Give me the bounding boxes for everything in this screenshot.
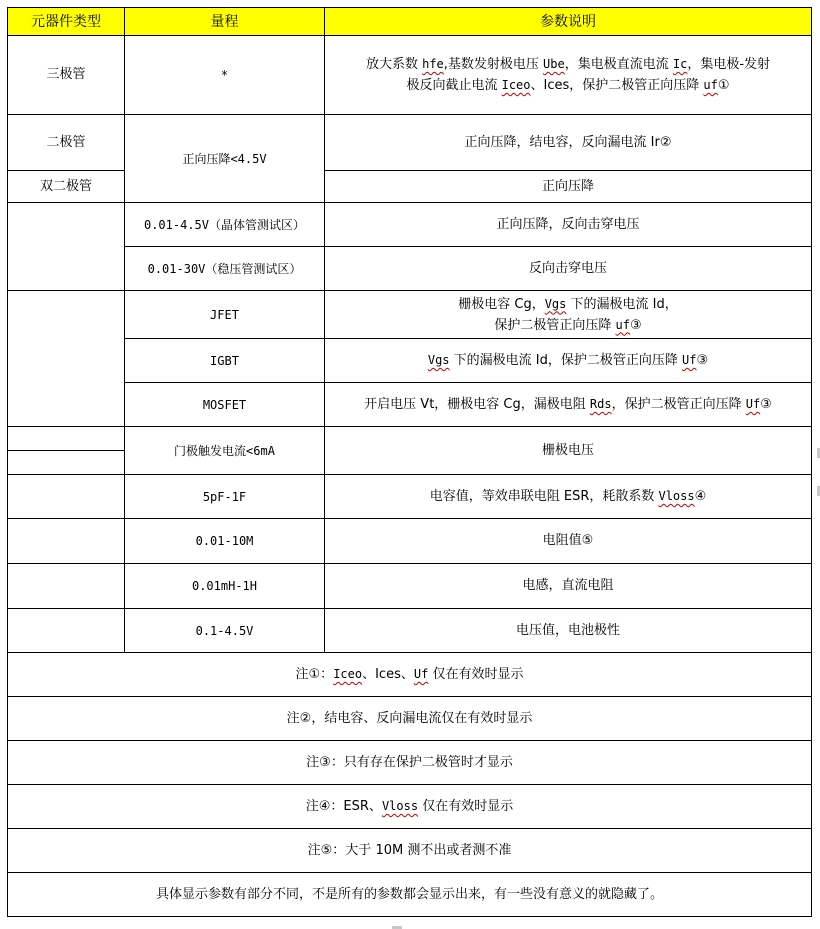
note-3 [8, 741, 812, 785]
range-inductor: 0.01mH-1H [125, 564, 325, 609]
note-5 [8, 829, 812, 873]
type-capacitor [8, 475, 125, 519]
row-zener-2 [8, 247, 812, 291]
range-transistor: * [125, 36, 325, 115]
type-inductor [8, 564, 125, 609]
range-diode: 正向压降<4.5V [125, 115, 325, 203]
note-3-text: 注③：只有存在保护二极管时才显示 [8, 741, 812, 785]
params-diode: 正向压降，结电容，反向漏电流 Ir② [325, 115, 812, 171]
type-resistor [8, 519, 125, 564]
row-zener-1 [8, 203, 812, 247]
note-1 [8, 653, 812, 697]
range-zener-2: 0.01-30V（稳压管测试区） [125, 247, 325, 291]
row-capacitor [8, 475, 812, 519]
type-diode: 二极管 [8, 115, 125, 171]
range-zener-1: 0.01-4.5V（晶体管测试区） [125, 203, 325, 247]
params-transistor: 放大系数 hfe,基数发射极电压 Ube，集电极直流电流 Ic，集电极-发射 极反向截止电流 Iceo、Ices，保护二极管正向压降 uf① [325, 36, 812, 115]
note-2 [8, 697, 812, 741]
params-thyristor: 栅极电压 [325, 427, 812, 475]
type-dual-diode: 双二极管 [8, 171, 125, 203]
note-5-text: 注⑤：大于 10M 测不出或者测不准 [8, 829, 812, 873]
type-zener [8, 203, 125, 291]
range-jfet: JFET [125, 291, 325, 339]
row-mosfet [8, 383, 812, 427]
row-jfet [8, 291, 812, 339]
type-fet [8, 291, 125, 427]
footer-note-text: 具体显示参数有部分不同，不是所有的参数都会显示出来，有一些没有意义的就隐藏了。 [8, 873, 812, 917]
row-thyristor-a [8, 427, 812, 451]
params-zener-2: 反向击穿电压 [325, 247, 812, 291]
row-igbt [8, 339, 812, 383]
type-transistor: 三极管 [8, 36, 125, 115]
params-battery: 电压值，电池极性 [325, 609, 812, 653]
header-type: 元器件类型 [8, 8, 125, 36]
row-resistor [8, 519, 812, 564]
footer-note [8, 873, 812, 917]
range-capacitor: 5pF-1F [125, 475, 325, 519]
row-diode [8, 115, 812, 171]
range-thyristor: 门极触发电流<6mA [125, 427, 325, 475]
header-range: 量程 [125, 8, 325, 36]
params-resistor: 电阻值⑤ [325, 519, 812, 564]
range-resistor: 0.01-10M [125, 519, 325, 564]
range-mosfet: MOSFET [125, 383, 325, 427]
params-jfet: 栅极电容 Cg，Vgs 下的漏极电流 Id， 保护二极管正向压降 uf③ [325, 291, 812, 339]
row-battery [8, 609, 812, 653]
note-2-text: 注②，结电容、反向漏电流仅在有效时显示 [8, 697, 812, 741]
type-thyristor-b [8, 451, 125, 475]
type-thyristor-a [8, 427, 125, 451]
row-inductor [8, 564, 812, 609]
params-mosfet: 开启电压 Vt，栅极电容 Cg，漏极电阻 Rds，保护二极管正向压降 Uf③ [325, 383, 812, 427]
params-dual-diode: 正向压降 [325, 171, 812, 203]
params-zener-1: 正向压降，反向击穿电压 [325, 203, 812, 247]
params-igbt: Vgs 下的漏极电流 Id，保护二极管正向压降 Uf③ [325, 339, 812, 383]
params-inductor: 电感，直流电阻 [325, 564, 812, 609]
params-capacitor: 电容值，等效串联电阻 ESR，耗散系数 Vloss④ [325, 475, 812, 519]
row-transistor [8, 36, 812, 115]
component-spec-table [7, 7, 812, 917]
type-battery [8, 609, 125, 653]
note-4-text: 注④：ESR、Vloss 仅在有效时显示 [8, 785, 812, 829]
note-1-text: 注①：Iceo、Ices、Uf 仅在有效时显示 [8, 653, 812, 697]
range-igbt: IGBT [125, 339, 325, 383]
note-4 [8, 785, 812, 829]
range-battery: 0.1-4.5V [125, 609, 325, 653]
header-params: 参数说明 [325, 8, 812, 36]
header-row [8, 8, 812, 36]
